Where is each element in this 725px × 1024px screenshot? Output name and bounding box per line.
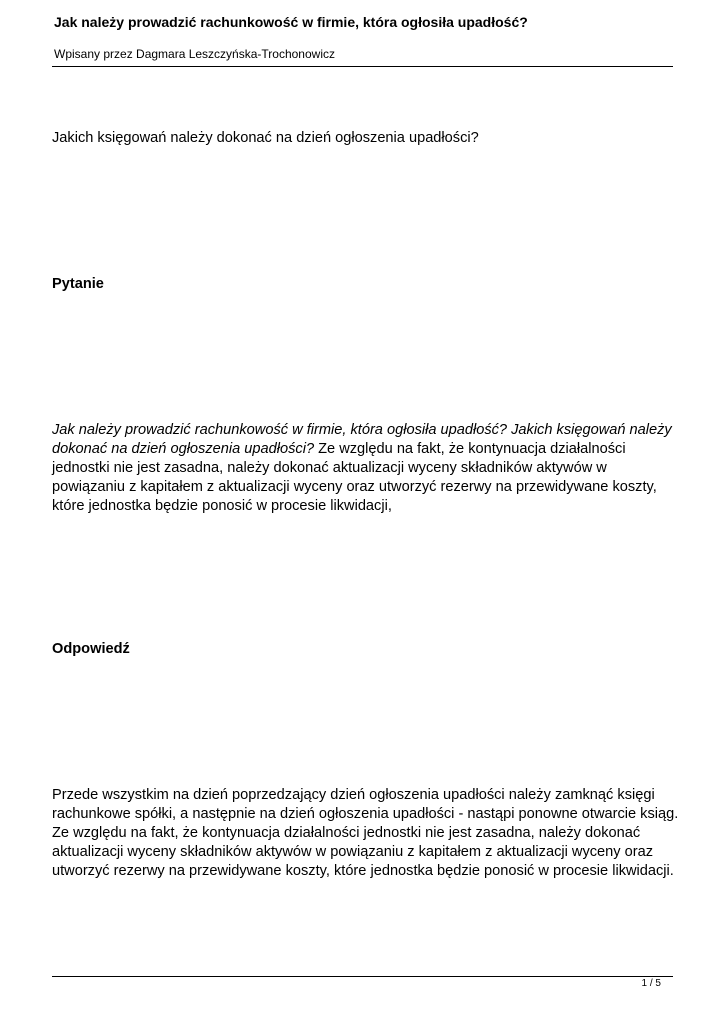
question-heading: Pytanie xyxy=(52,276,104,292)
page-number: 1 / 5 xyxy=(641,978,661,989)
header-divider xyxy=(52,66,673,67)
intro-paragraph: Jakich księgowań należy dokonać na dzień ogłoszenia upadłości? xyxy=(52,130,479,146)
question-paragraph xyxy=(52,421,682,516)
document-title: Jak należy prowadzić rachunkowość w firmie, która ogłosiła upadłość? xyxy=(54,14,528,30)
author-line: Wpisany przez Dagmara Leszczyńska-Trochonowicz xyxy=(54,47,335,61)
question-body-text: Ze względu na fakt, że kontynuacja działalności jednostki nie jest zasadna, należy dokonać aktualizacji wyceny składników aktywów w powiązaniu z kapitałem z aktualizacji wyceny oraz utworzyć rezerwy na przewidywane koszty, które jednostka będzie ponosić w procesie likwidacji, xyxy=(52,441,657,514)
answer-heading: Odpowiedź xyxy=(52,641,130,657)
question-italic-text: Jak należy prowadzić rachunkowość w firmie, która ogłosiła upadłość? Jakich księgowań należy dokonać na dzień ogłoszenia upadłości? xyxy=(52,422,672,457)
footer-divider xyxy=(52,976,673,977)
answer-paragraph: Przede wszystkim na dzień poprzedzający dzień ogłoszenia upadłości należy zamknąć księgi rachunkowe spółki, a następnie na dzień ogłoszenia upadłości - nastąpi ponowne otwarcie ksiąg. Ze względu na fakt, że kontynuacja działalności jednostki nie jest zasadna, należy dokonać aktualizacji wyceny składników aktywów w powiązaniu z kapitałem z aktualizacji wyceny oraz utworzyć rezerwy na przewidywane koszty, które jednostka będzie ponosić w procesie likwidacji. xyxy=(52,787,679,879)
